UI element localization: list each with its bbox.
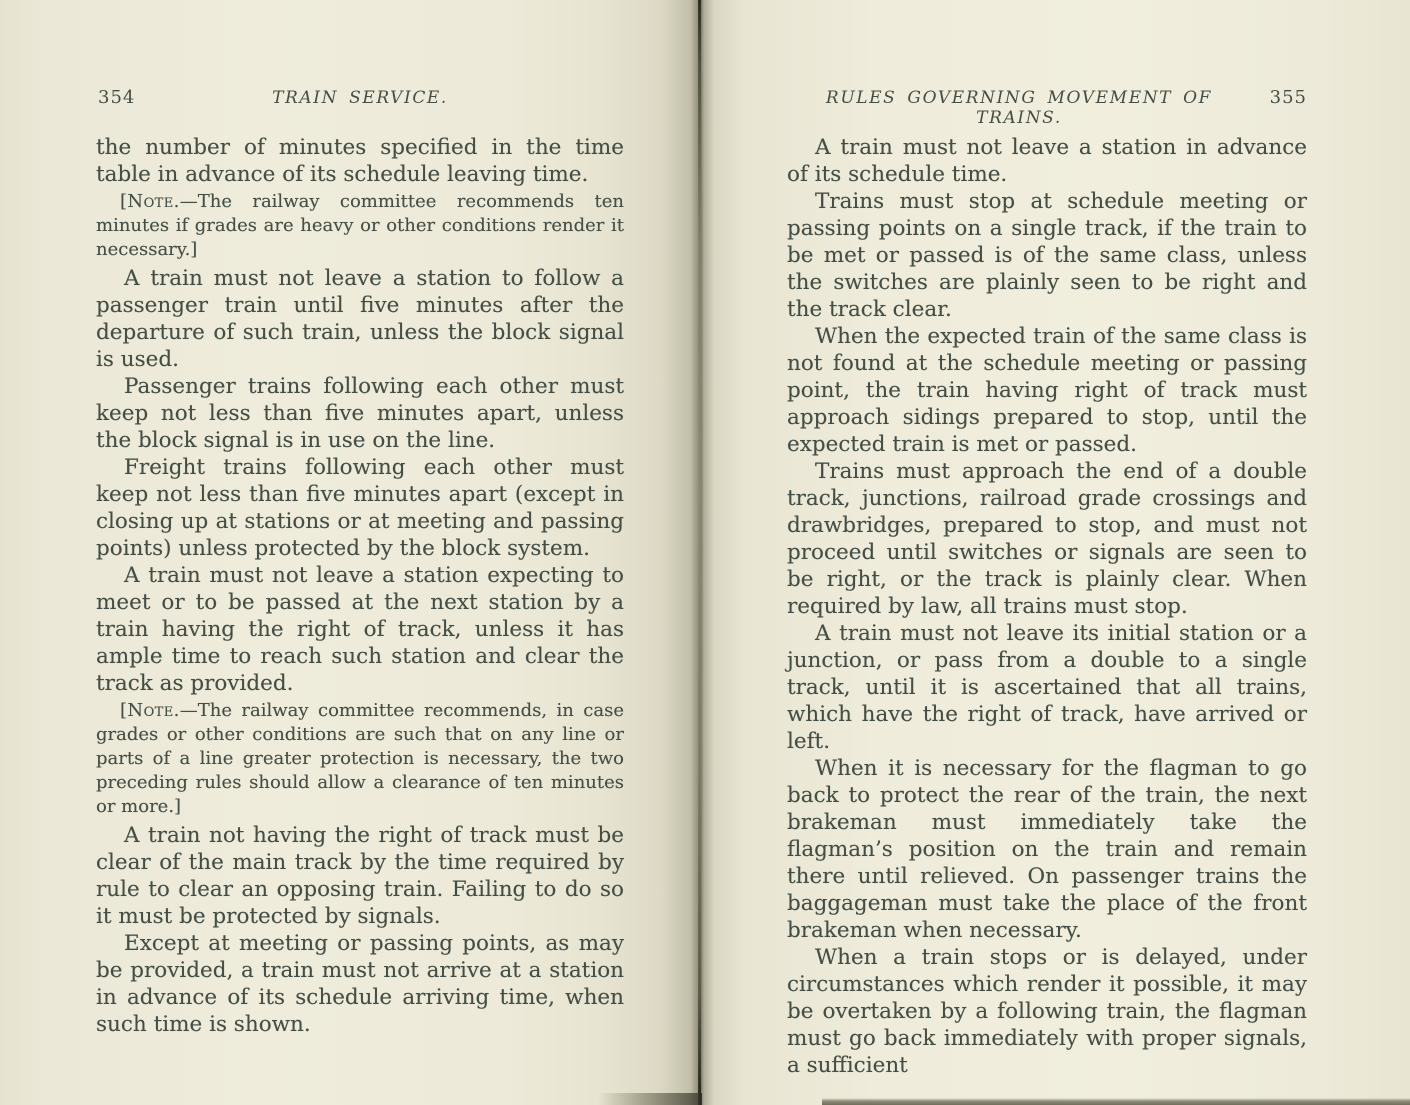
scan-edge-shadow-gutter <box>598 1093 702 1105</box>
scan-edge-shadow-bottom <box>822 1098 1410 1105</box>
note-label: [Note. <box>120 700 180 721</box>
right-header-title: RULES GOVERNING MOVEMENT OF TRAINS. <box>825 88 1213 128</box>
paragraph: A train must not leave a station expecting to meet or to be passed at the next station by a train having the right of track, unless it has ample time to reach such station and clear the track as provided. <box>96 563 624 696</box>
paragraph: A train not having the right of track must be clear of the main track by the time required by rule to clear an opposing train. Failing to do so it must be protected by signals. <box>96 823 624 929</box>
paragraph: Trains must approach the end of a double track, junctions, railroad grade crossings and drawbridges, prepared to stop, and must not proceed until switches or signals are seen to be right, or the track is plainly clear. When required by law, all trains must stop. <box>787 459 1307 619</box>
paragraph: Except at meeting or passing points, as may be provided, a train must not arrive at a station in advance of its schedule arriving time, when such time is shown. <box>96 931 624 1037</box>
note <box>96 699 624 819</box>
left-running-head <box>96 86 624 110</box>
note <box>96 190 624 262</box>
paragraph: When it is necessary for the flagman to go back to protect the rear of the train, the next brakeman must immediately take the flagman’s position on the train and remain there until relieved. On passenger trains the baggageman must take the place of the front brakeman when necessary. <box>787 756 1307 943</box>
paragraph: Trains must stop at schedule meeting or passing points on a single track, if the train to be met or passed is of the same class, unless the switches are plainly seen to be right and the track clear. <box>787 189 1307 322</box>
book-gutter-fold <box>698 0 701 1105</box>
note-text: —The railway committee recommends, in case grades or other conditions are such that on any line or parts of a line greater protection is necessary, the two preceding rules should allow a clearance of ten minutes or more.] <box>96 700 624 817</box>
right-running-head <box>787 86 1307 128</box>
right-page-text <box>787 86 1307 1079</box>
left-page-text <box>96 86 624 1038</box>
right-page-number: 355 <box>1269 87 1307 108</box>
paragraph: A train must not leave its initial station or a junction, or pass from a double to a single track, until it is ascertained that all trains, which have the right of track, have arrived or left. <box>787 621 1307 754</box>
paragraph: When a train stops or is delayed, under circumstances which render it possible, it may be overtaken by a following train, the flagman must go back immediately with proper signals, a sufficient <box>787 945 1307 1078</box>
paragraph: When the expected train of the same class is not found at the schedule meeting or passing point, the train having right of track must approach sidings prepared to stop, until the expected train is met or passed. <box>787 324 1307 457</box>
paragraph: A train must not leave a station to follow a passenger train until five minutes after the departure of such train, unless the block signal is used. <box>96 266 624 372</box>
note-text: —The railway committee recommends ten minutes if grades are heavy or other conditions render it necessary.] <box>96 191 624 260</box>
paragraph: the number of minutes specified in the time table in advance of its schedule leaving time. <box>96 135 624 187</box>
paragraph: Freight trains following each other must keep not less than five minutes apart (except in closing up at stations or at meeting and passing points) unless protected by the block system. <box>96 455 624 561</box>
left-header-title: TRAIN SERVICE. <box>272 88 448 108</box>
paragraph: Passenger trains following each other must keep not less than five minutes apart, unless the block signal is in use on the line. <box>96 374 624 453</box>
paragraph: A train must not leave a station in advance of its schedule time. <box>787 135 1307 187</box>
note-label: [Note. <box>120 191 180 212</box>
left-page-number: 354 <box>98 87 136 108</box>
